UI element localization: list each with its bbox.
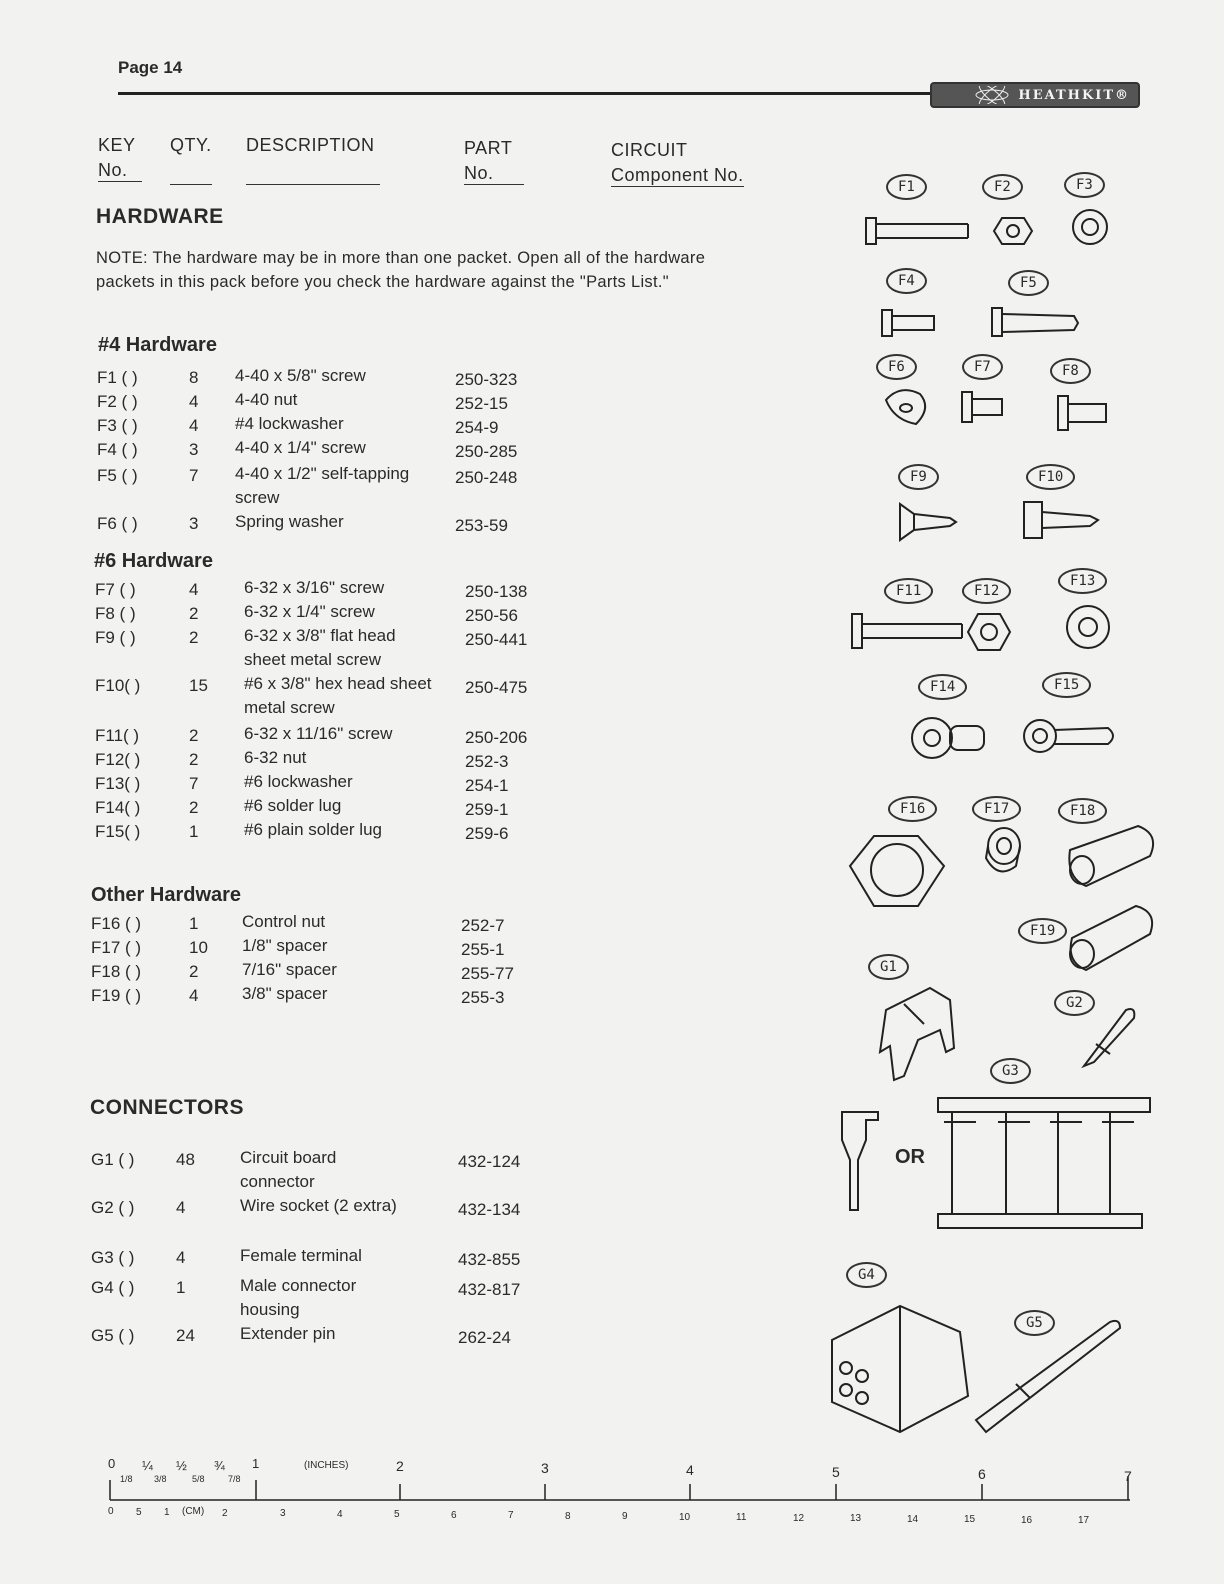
callout-f17: F17 bbox=[972, 796, 1021, 822]
connectors-heading: CONNECTORS bbox=[90, 1096, 244, 1119]
row-desc: Spring washer bbox=[235, 512, 344, 531]
row-key[interactable]: F4 ( ) bbox=[97, 440, 138, 459]
row-part: 254-9 bbox=[455, 418, 499, 437]
row-desc: 1/8" spacer bbox=[242, 936, 328, 955]
ruler-inch-threequarter: ¾ bbox=[214, 1458, 225, 1473]
row-part: 254-1 bbox=[465, 776, 509, 795]
callout-f6: F6 bbox=[876, 354, 917, 380]
callout-f11: F11 bbox=[884, 578, 933, 604]
row-desc: 4-40 nut bbox=[235, 390, 298, 409]
ruler-inch-7: 7 bbox=[1124, 1468, 1132, 1484]
row-key[interactable]: F14( ) bbox=[95, 798, 141, 817]
ruler-inch-1: 1 bbox=[252, 1456, 260, 1471]
callout-g4: G4 bbox=[846, 1262, 887, 1288]
ruler-inch-quarter: ¼ bbox=[142, 1458, 153, 1473]
row-qty: 1 bbox=[189, 822, 199, 841]
row-key[interactable]: F19 ( ) bbox=[91, 986, 142, 1005]
callout-f1: F1 bbox=[886, 174, 927, 200]
row-key[interactable]: G4 ( ) bbox=[91, 1278, 135, 1297]
f10-hexhead-screw-drawing bbox=[1024, 502, 1098, 538]
callout-f18: F18 bbox=[1058, 798, 1107, 824]
f12-nut-drawing bbox=[968, 614, 1010, 650]
row-key[interactable]: F13( ) bbox=[95, 774, 141, 793]
row-part: 432-817 bbox=[458, 1280, 521, 1299]
ruler-inch-6: 6 bbox=[978, 1466, 986, 1482]
row-part: 259-6 bbox=[465, 824, 509, 843]
row-part: 432-124 bbox=[458, 1152, 521, 1171]
row-key[interactable]: F1 ( ) bbox=[97, 368, 138, 387]
ruler-inch-5: 5 bbox=[832, 1464, 840, 1480]
ruler-cm-label: 6 bbox=[451, 1509, 457, 1521]
row-desc: 6-32 x 3/8" flat head sheet metal screw bbox=[244, 626, 396, 669]
g3-terminal-single-drawing bbox=[842, 1112, 878, 1210]
row-qty: 3 bbox=[189, 440, 199, 459]
ruler-cm-label: 8 bbox=[565, 1510, 571, 1522]
row-part: 252-3 bbox=[465, 752, 509, 771]
callout-f10: F10 bbox=[1026, 464, 1075, 490]
row-desc: 6-32 x 11/16" screw bbox=[244, 724, 393, 743]
ruler-inch-4: 4 bbox=[686, 1462, 694, 1478]
f15-plain-lug-drawing bbox=[1024, 720, 1113, 752]
row-qty: 2 bbox=[189, 604, 199, 623]
ruler-cm-label: 16 bbox=[1021, 1514, 1033, 1526]
row-qty: 15 bbox=[189, 676, 208, 695]
g1-circuit-board-connector-drawing bbox=[880, 988, 954, 1080]
row-desc: Female terminal bbox=[240, 1246, 362, 1265]
callout-f15: F15 bbox=[1042, 672, 1091, 698]
callout-g1: G1 bbox=[868, 954, 909, 980]
row-desc: #6 solder lug bbox=[244, 796, 342, 815]
callout-g3: G3 bbox=[990, 1058, 1031, 1084]
h6-heading: #6 Hardware bbox=[94, 550, 213, 572]
row-desc: 3/8" spacer bbox=[242, 984, 328, 1003]
row-part: 250-323 bbox=[455, 370, 518, 389]
callout-f19: F19 bbox=[1018, 918, 1067, 944]
row-qty: 7 bbox=[189, 466, 199, 485]
row-qty: 10 bbox=[189, 938, 208, 957]
callout-f14: F14 bbox=[918, 674, 967, 700]
row-qty: 7 bbox=[189, 774, 199, 793]
f2-nut-drawing bbox=[994, 218, 1032, 244]
row-part: 432-855 bbox=[458, 1250, 521, 1269]
row-qty: 48 bbox=[176, 1150, 195, 1169]
row-part: 262-24 bbox=[458, 1328, 511, 1347]
row-qty: 2 bbox=[189, 726, 199, 745]
row-qty: 2 bbox=[189, 750, 199, 769]
row-key[interactable]: F3 ( ) bbox=[97, 416, 138, 435]
row-qty: 1 bbox=[189, 914, 199, 933]
ruler-inch-2: 2 bbox=[396, 1458, 404, 1474]
row-qty: 8 bbox=[189, 368, 199, 387]
row-key[interactable]: F18 ( ) bbox=[91, 962, 142, 981]
g4-male-connector-housing-drawing bbox=[832, 1306, 968, 1432]
ruler-inches-word: (INCHES) bbox=[304, 1460, 349, 1471]
row-desc: #4 lockwasher bbox=[235, 414, 344, 433]
row-qty: 4 bbox=[189, 580, 199, 599]
hardware-note: NOTE: The hardware may be in more than one packet. Open all of the hardware packets in this pack before you check the hardware against the "Parts List." bbox=[96, 249, 706, 291]
ruler-graphic bbox=[110, 1476, 1130, 1500]
ruler-inch-3: 3 bbox=[541, 1460, 549, 1476]
row-key[interactable]: G5 ( ) bbox=[91, 1326, 135, 1345]
ruler-cm-label: 5 bbox=[394, 1509, 400, 1520]
row-key[interactable]: F15( ) bbox=[95, 822, 141, 841]
row-key[interactable]: F8 ( ) bbox=[95, 604, 136, 623]
row-part: 250-441 bbox=[465, 630, 528, 649]
col-description: DESCRIPTION bbox=[246, 135, 380, 185]
ruler-cm-label: 2 bbox=[222, 1507, 228, 1519]
row-desc: 4-40 x 1/4" screw bbox=[235, 438, 366, 457]
row-desc: Control nut bbox=[242, 912, 326, 931]
page-number: Page 14 bbox=[118, 58, 183, 77]
row-key[interactable]: F16 ( ) bbox=[91, 914, 142, 933]
row-part: 250-248 bbox=[455, 468, 518, 487]
row-desc: Extender pin bbox=[240, 1324, 336, 1343]
row-qty: 4 bbox=[176, 1198, 186, 1217]
row-key[interactable]: F10( ) bbox=[95, 676, 141, 695]
row-part: 259-1 bbox=[465, 800, 509, 819]
row-desc: Male connector housing bbox=[240, 1276, 357, 1319]
row-desc: #6 x 3/8" hex head sheet metal screw bbox=[244, 674, 432, 717]
row-qty: 3 bbox=[189, 514, 199, 533]
row-key[interactable]: F17 ( ) bbox=[91, 938, 142, 957]
col-key: KEY No. bbox=[98, 135, 142, 182]
f7-screw-drawing bbox=[962, 392, 1002, 422]
row-qty: 4 bbox=[189, 986, 199, 1005]
ruler-cm-label: 15 bbox=[964, 1514, 976, 1525]
callout-f3: F3 bbox=[1064, 172, 1105, 198]
row-key[interactable]: F7 ( ) bbox=[95, 580, 136, 599]
f8-screw-drawing bbox=[1058, 396, 1106, 430]
row-desc: 6-32 nut bbox=[244, 748, 307, 767]
row-desc: #6 lockwasher bbox=[244, 772, 353, 791]
row-desc: 4-40 x 5/8" screw bbox=[235, 366, 366, 385]
ruler-cm-word: (CM) bbox=[182, 1506, 205, 1517]
ruler-cm-label: 14 bbox=[907, 1513, 919, 1525]
callout-f16: F16 bbox=[888, 796, 937, 822]
row-key[interactable]: F9 ( ) bbox=[95, 628, 136, 647]
ruler-inch-0: 0 bbox=[108, 1456, 116, 1471]
col-qty: QTY. bbox=[170, 135, 212, 185]
other-heading: Other Hardware bbox=[91, 884, 242, 906]
ruler-cm-label: 1 bbox=[164, 1507, 170, 1518]
row-key[interactable]: F5 ( ) bbox=[97, 466, 138, 485]
row-part: 255-3 bbox=[461, 988, 505, 1007]
f14-solder-lug-drawing bbox=[912, 718, 984, 758]
callout-f5: F5 bbox=[1008, 270, 1049, 296]
f3-lockwasher-drawing bbox=[1073, 210, 1107, 244]
row-part: 252-7 bbox=[461, 916, 505, 935]
callout-g2: G2 bbox=[1054, 990, 1095, 1016]
ruler-inch-half: ½ bbox=[176, 1458, 187, 1473]
row-key[interactable]: F11( ) bbox=[95, 726, 140, 745]
callout-f4: F4 bbox=[886, 268, 927, 294]
f1-screw-drawing bbox=[866, 218, 968, 244]
row-part: 250-285 bbox=[455, 442, 518, 461]
row-qty: 24 bbox=[176, 1326, 195, 1345]
ruler-cm-label: 7 bbox=[508, 1510, 514, 1521]
row-qty: 2 bbox=[189, 962, 199, 981]
g5-extender-pin-drawing bbox=[976, 1321, 1120, 1432]
row-qty: 4 bbox=[189, 392, 199, 411]
ruler-cm-label: 12 bbox=[793, 1512, 805, 1524]
row-key[interactable]: G3 ( ) bbox=[91, 1248, 135, 1267]
row-desc: #6 plain solder lug bbox=[244, 820, 382, 839]
hardware-heading: HARDWARE bbox=[96, 205, 224, 228]
row-part: 250-56 bbox=[465, 606, 518, 625]
f11-screw-drawing bbox=[852, 614, 962, 648]
row-qty: 1 bbox=[176, 1278, 186, 1297]
col-part: PART No. bbox=[464, 138, 524, 185]
callout-f12: F12 bbox=[962, 578, 1011, 604]
ruler-cm-label: 17 bbox=[1078, 1515, 1090, 1526]
row-qty: 4 bbox=[176, 1248, 186, 1267]
ruler-frac-7-8: 7/8 bbox=[228, 1474, 241, 1484]
ruler-cm-label: 9 bbox=[622, 1511, 628, 1522]
col-circuit: CIRCUIT Component No. bbox=[611, 140, 744, 185]
ruler-cm-label: 0 bbox=[108, 1506, 114, 1517]
row-qty: 4 bbox=[189, 416, 199, 435]
row-desc: 6-32 x 3/16" screw bbox=[244, 578, 385, 597]
row-key[interactable]: F6 ( ) bbox=[97, 514, 138, 533]
callout-f9: F9 bbox=[898, 464, 939, 490]
callout-f2: F2 bbox=[982, 174, 1023, 200]
f9-flathead-screw-drawing bbox=[900, 504, 956, 540]
g2-wire-socket-drawing bbox=[1084, 1009, 1134, 1066]
row-part: 253-59 bbox=[455, 516, 508, 535]
f5-screw-drawing bbox=[992, 308, 1078, 336]
row-key[interactable]: G2 ( ) bbox=[91, 1198, 135, 1217]
row-part: 250-475 bbox=[465, 678, 528, 697]
ruler-cm-label: 5 bbox=[136, 1506, 142, 1518]
f6-spring-washer-drawing bbox=[886, 390, 925, 424]
f17-spacer-drawing bbox=[986, 828, 1020, 871]
or-label: OR bbox=[895, 1146, 925, 1168]
ruler-frac-3-8: 3/8 bbox=[154, 1474, 167, 1484]
row-qty: 2 bbox=[189, 628, 199, 647]
f16-control-nut-drawing bbox=[850, 836, 944, 906]
ruler-cm-label: 4 bbox=[337, 1508, 343, 1520]
row-part: 252-15 bbox=[455, 394, 508, 413]
row-key[interactable]: F2 ( ) bbox=[97, 392, 138, 411]
row-key[interactable]: G1 ( ) bbox=[91, 1150, 135, 1169]
ruler-cm-label: 11 bbox=[736, 1512, 747, 1523]
callout-g5: G5 bbox=[1014, 1310, 1055, 1336]
row-qty: 2 bbox=[189, 798, 199, 817]
ruler-cm-label: 3 bbox=[280, 1508, 286, 1519]
row-part: 255-77 bbox=[461, 964, 514, 983]
f18-spacer-drawing bbox=[1069, 826, 1153, 886]
row-part: 255-1 bbox=[461, 940, 505, 959]
row-part: 432-134 bbox=[458, 1200, 521, 1219]
row-part: 250-138 bbox=[465, 582, 528, 601]
row-desc: Wire socket (2 extra) bbox=[240, 1196, 397, 1215]
h4-heading: #4 Hardware bbox=[98, 334, 217, 356]
row-desc: Circuit board connector bbox=[240, 1148, 337, 1191]
ruler-frac-5-8: 5/8 bbox=[192, 1474, 205, 1484]
g3-terminal-strip-drawing bbox=[938, 1098, 1150, 1228]
row-desc: 7/16" spacer bbox=[242, 960, 337, 979]
callout-f7: F7 bbox=[962, 354, 1003, 380]
row-desc: 4-40 x 1/2" self-tapping screw bbox=[235, 464, 410, 507]
row-part: 250-206 bbox=[465, 728, 528, 747]
ruler-frac-1-8: 1/8 bbox=[120, 1474, 133, 1484]
callout-f8: F8 bbox=[1050, 358, 1091, 384]
row-key[interactable]: F12( ) bbox=[95, 750, 141, 769]
logo-text: HEATHKIT® bbox=[1018, 87, 1130, 103]
ruler-cm-label: 13 bbox=[850, 1513, 862, 1524]
ruler-cm-label: 10 bbox=[679, 1511, 691, 1523]
callout-f13: F13 bbox=[1058, 568, 1107, 594]
f13-lockwasher-drawing bbox=[1067, 606, 1109, 648]
f4-screw-drawing bbox=[882, 310, 934, 336]
row-desc: 6-32 x 1/4" screw bbox=[244, 602, 375, 621]
f19-spacer-drawing bbox=[1070, 906, 1152, 970]
